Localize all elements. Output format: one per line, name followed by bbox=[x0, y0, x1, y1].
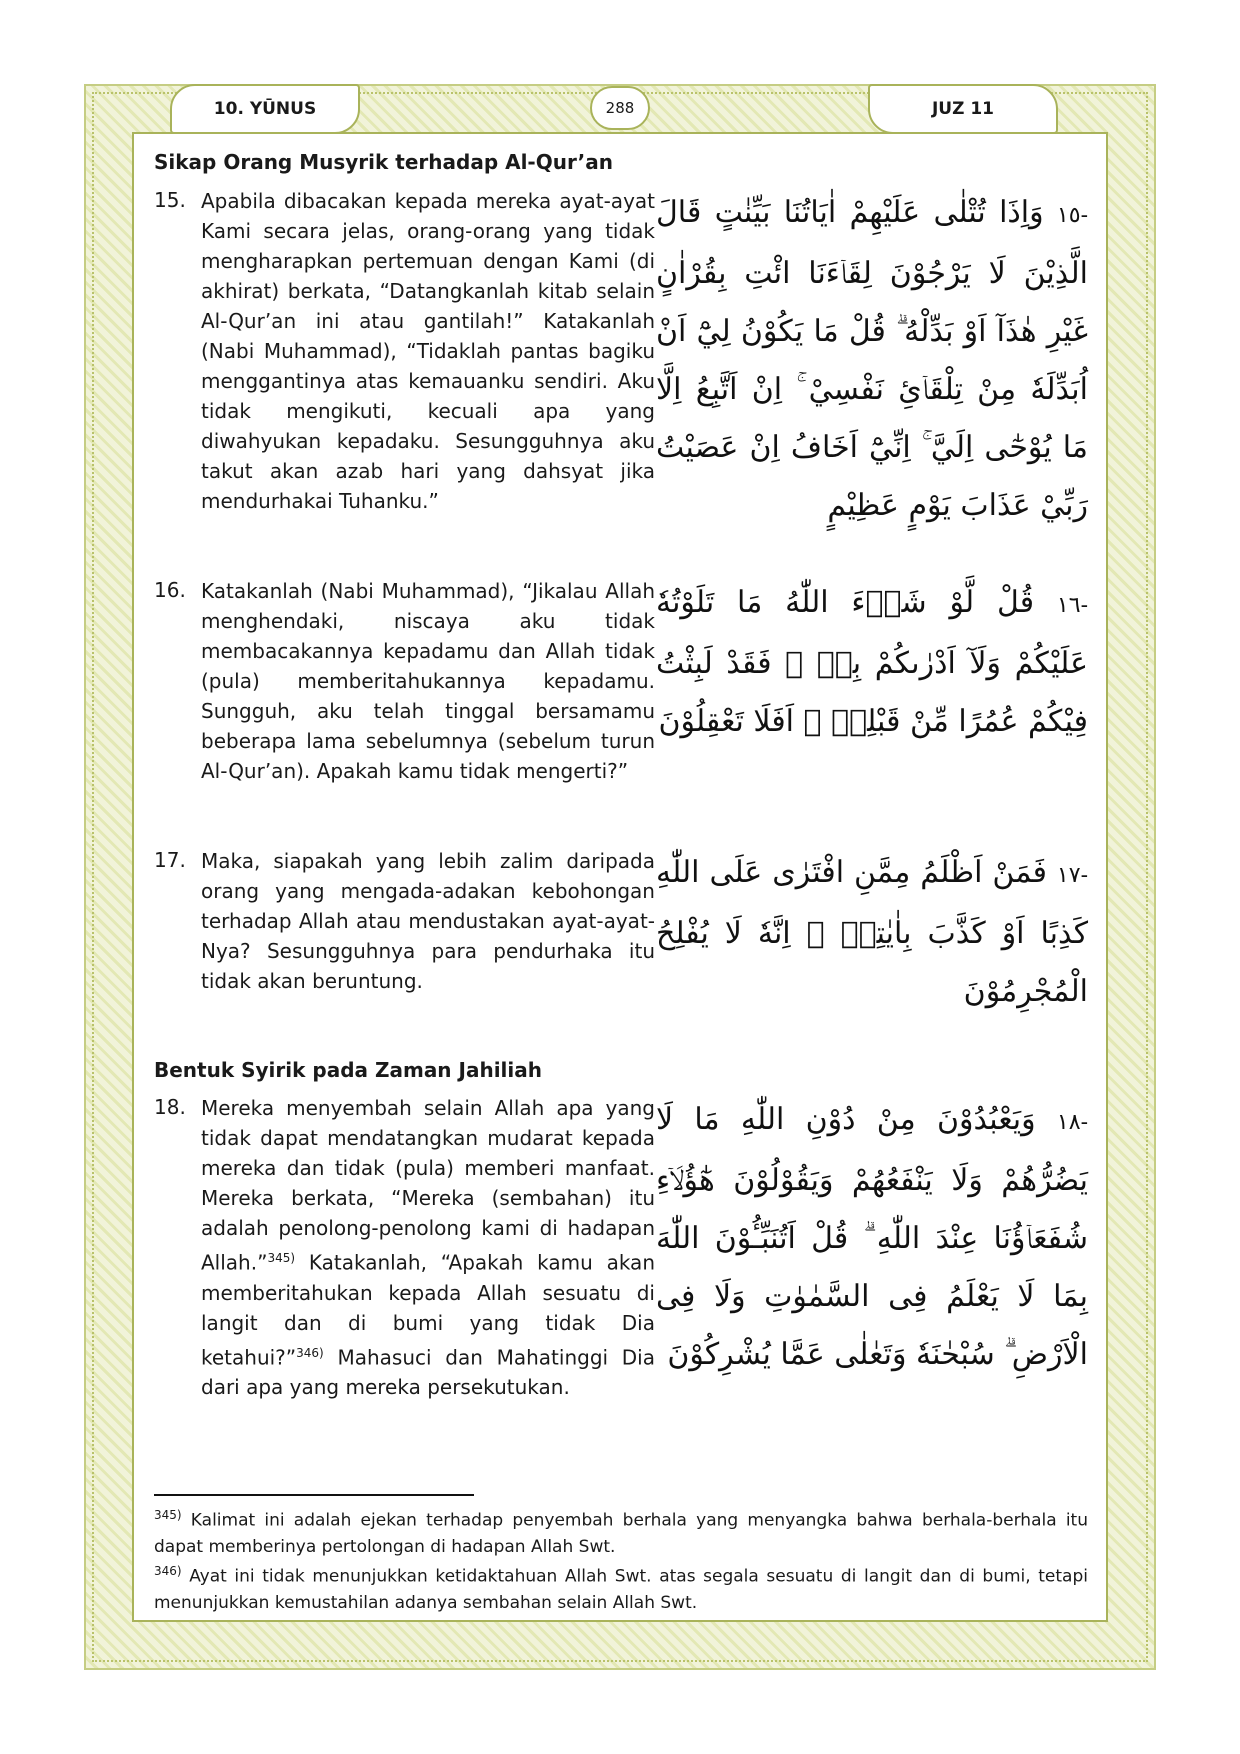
footnote bbox=[154, 1558, 1088, 1616]
verse-translation: Apabila dibacakan kepada mereka ayat-ayat Kami secara jelas, orang-orang yang tidak mengharapkan pertemuan dengan Kami (di akhirat) berkata, “Datangkanlah kitab selain Al-Qur’an ini atau gantilah!” Katakanlah (Nabi Muhammad), “Tidaklah pantas bagiku menggantinya atas kemauanku sendiri. Aku tidak mengikuti, kecuali apa yang diwahyukan kepadaku. Sesungguhnya aku takut akan azab hari yang dahsyat jika mendurhakai Tuhanku.” bbox=[201, 189, 655, 513]
verse-number: 16. bbox=[154, 578, 186, 602]
verse-arabic bbox=[656, 574, 1088, 751]
surah-title: 10. YŪNUS bbox=[170, 84, 360, 134]
verse-arabic bbox=[656, 184, 1088, 535]
arabic-text: وَاِذَا تُتْلٰى عَلَيْهِمْ اٰيَاتُنَا بَيِّنٰتٍ قَالَ الَّذِيْنَ لَا يَرْجُوْنَ لِقَاۤءَنَا ائْتِ بِقُرْاٰنٍ غَيْرِ هٰذَآ اَوْ بَدِّلْهُ ۗ قُلْ مَا يَكُوْنُ لِيْٓ اَنْ اُبَدِّلَهٗ مِنْ تِلْقَاۤئِ نَفْسِيْ ۚ اِنْ اَتَّبِعُ اِلَّا مَا يُوْحٰٓى اِلَيَّ ۚ اِنِّيْٓ اَخَافُ اِنْ عَصَيْتُ رَبِّيْ عَذَابَ يَوْمٍ عَظِيْمٍ bbox=[656, 195, 1088, 523]
translation-part: Mahasuci dan Mahatinggi Dia dari apa yang mereka persekutukan. bbox=[201, 1345, 655, 1400]
verse-17 bbox=[154, 848, 1088, 1028]
verse-translation: Maka, siapakah yang lebih zalim daripada orang yang mengada-adakan kebohongan terhadap Allah atau mendustakan ayat-ayat-Nya? Sesungguhnya para pendurhaka itu tidak akan beruntung. bbox=[201, 849, 655, 993]
verse-number: 18. bbox=[154, 1095, 186, 1119]
arabic-verse-number: -١٦ bbox=[1056, 593, 1088, 618]
verse-translation: Katakanlah (Nabi Muhammad), “Jikalau Allah menghendaki, niscaya aku tidak membacakannya kepadamu dan Allah tidak (pula) memberitahukannya kepadamu. Sungguh, aku telah tinggal bersamamu beberapa lama sebelumnya (sebelum turun Al-Qur’an). Apakah kamu tidak mengerti?” bbox=[201, 579, 655, 783]
footnote-ref[interactable]: 346) bbox=[296, 1345, 324, 1360]
verse-number: 15. bbox=[154, 188, 186, 212]
verse-15 bbox=[154, 188, 1088, 548]
translation-part: Katakanlah, “Apakah kamu akan memberitahukan kepada Allah sesuatu di langit dan di bumi yang tidak Dia ketahui?” bbox=[201, 1250, 655, 1370]
verse-translation bbox=[201, 1093, 655, 1402]
footnote-ref[interactable]: 345) bbox=[267, 1251, 296, 1265]
footnote-mark: 345) bbox=[154, 1508, 182, 1522]
arabic-text: وَيَعْبُدُوْنَ مِنْ دُوْنِ اللّٰهِ مَا لَا يَضُرُّهُمْ وَلَا يَنْفَعُهُمْ وَيَقُوْلُوْنَ هٰٓؤُلَاۤءِ شُفَعَاۤؤُنَا عِنْدَ اللّٰهِ ۗ قُلْ اَتُنَبِّـُٔوْنَ اللّٰهَ بِمَا لَا يَعْلَمُ فِى السَّمٰوٰتِ وَلَا فِى الْاَرْضِ ۗ سُبْحٰنَهٗ وَتَعٰلٰى عَمَّا يُشْرِكُوْنَ bbox=[656, 1102, 1088, 1372]
arabic-text: قُلْ لَّوْ شَاۤءَ اللّٰهُ مَا تَلَوْتُهٗ عَلَيْكُمْ وَلَآ اَدْرٰىكُمْ بِهٖ ۖ فَقَدْ لَبِثْتُ فِيْكُمْ عُمُرًا مِّنْ قَبْلِهٖ ۗ اَفَلَا تَعْقِلُوْنَ bbox=[656, 585, 1088, 739]
verse-number: 17. bbox=[154, 848, 186, 872]
verse-arabic bbox=[656, 1091, 1088, 1384]
section-title: Bentuk Syirik pada Zaman Jahiliah bbox=[154, 1058, 542, 1082]
verse-18 bbox=[154, 1095, 1088, 1425]
juz-label: JUZ 11 bbox=[868, 84, 1058, 134]
page-number: 288 bbox=[590, 86, 650, 130]
arabic-verse-number: -١٥ bbox=[1056, 203, 1088, 228]
verse-arabic bbox=[656, 844, 1088, 1021]
arabic-verse-number: -١٨ bbox=[1056, 1110, 1088, 1135]
translation-part: Mereka menyembah selain Allah apa yang tidak dapat mendatangkan mudarat kepada mereka dan tidak (pula) memberi manfaat. Mereka berkata, “Mereka (sembahan) itu adalah penolong-penolong kami di hadapan Allah.” bbox=[201, 1096, 655, 1275]
footnote-text: Ayat ini tidak menunjukkan ketidaktahuan Allah Swt. atas segala sesuatu di langit dan di bumi, tetapi menunjukkan kemustahilan adanya sembahan selain Allah Swt. bbox=[154, 1566, 1088, 1613]
footnote-text: Kalimat ini adalah ejekan terhadap penyembah berhala yang menyangka bahwa berhala-berhala itu dapat memberinya pertolongan di hadapan Allah Swt. bbox=[154, 1510, 1088, 1557]
footnote-divider bbox=[154, 1494, 474, 1496]
verse-16 bbox=[154, 578, 1088, 828]
footnote bbox=[154, 1502, 1088, 1560]
footnote-mark: 346) bbox=[154, 1564, 182, 1578]
arabic-text: فَمَنْ اَظْلَمُ مِمَّنِ افْتَرٰى عَلَى اللّٰهِ كَذِبًا اَوْ كَذَّبَ بِاٰيٰتِهٖ ۗ اِنَّهٗ لَا يُفْلِحُ الْمُجْرِمُوْنَ bbox=[656, 855, 1088, 1009]
section-title: Sikap Orang Musyrik terhadap Al-Qur’an bbox=[154, 150, 614, 174]
arabic-verse-number: -١٧ bbox=[1056, 863, 1088, 888]
